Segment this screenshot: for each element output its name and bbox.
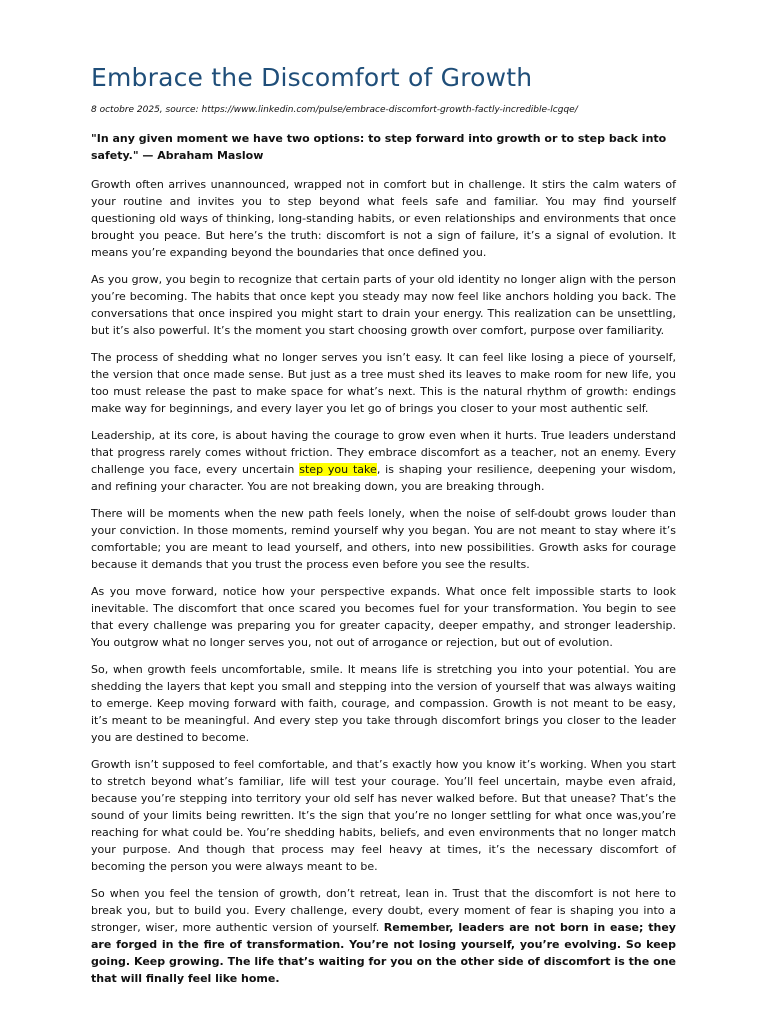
paragraph-2: As you grow, you begin to recognize that certain parts of your old identity no longer align with the person you’re becoming. The habits that once kept you steady may now feel like anchors holding you back. The conversations that once inspired you might start to drain your energy. This realization can be unsettling, but it’s also powerful. It’s the moment you start choosing growth over comfort, purpose over familiarity. (91, 273, 676, 337)
maslow-quote: "In any given moment we have two options: to step forward into growth or to step back into safety." — Abraham Maslow (91, 132, 667, 162)
paragraph-6: As you move forward, notice how your perspective expands. What once felt impossible starts to look inevitable. The discomfort that once scared you becomes fuel for your transformation. You begin to see that every challenge was preparing you for greater capacity, deeper empathy, and stronger leadership. You outgrow what no longer serves you, not out of arrogance or rejection, but out of evolution. (91, 585, 676, 649)
article-meta: 8 octobre 2025, source: https://www.linkedin.com/pulse/embrace-discomfort-growth-factly-incredible-lcgqe/ (91, 105, 578, 115)
paragraph-8: Growth isn’t supposed to feel comfortable, and that’s exactly how you know it’s working. When you start to stretch beyond what’s familiar, life will test your courage. You’ll feel uncertain, maybe even afraid, because you’re stepping into territory your old self has never walked before. But that unease? That’s the sound of your limits being rewritten. It’s the sign that you’re no longer settling for what once was,you’re reaching for what could be. You’re shedding habits, beliefs, and even environments that no longer match your purpose. And though that process may feel heavy at times, it’s the necessary discomfort of becoming the person you were always meant to be. (91, 758, 676, 873)
paragraph-9-text: So when you feel the tension of growth, don’t retreat, lean in. Trust that the discomfort is not here to break you, but to build you. Every challenge, every doubt, every moment of fear is shaping you into a stronger, wiser, more authentic version of yourself. (91, 887, 676, 934)
paragraph-4 (91, 427, 676, 495)
paragraph-1: Growth often arrives unannounced, wrapped not in comfort but in challenge. It stirs the calm waters of your routine and invites you to step beyond what feels safe and familiar. You may find yourself questioning old ways of thinking, long-standing habits, or even relationships and environments that once brought you peace. But here’s the truth: discomfort is not a sign of failure, it’s a signal of evolution. It means you’re expanding beyond the boundaries that once defined you. (91, 178, 676, 259)
paragraph-9 (91, 885, 676, 987)
paragraph-4-text-end: , is shaping your resilience, deepening your wisdom, and refining your character. You are not breaking down, you are breaking through. (91, 463, 677, 493)
paragraph-4-text-start: Leadership, at its core, is about having the courage to grow even when it hurts. True leaders understand that progress rarely comes without friction. They embrace discomfort as a teacher, not an enemy. Every challenge you face, every uncertain (91, 429, 676, 476)
paragraph-7: So, when growth feels uncomfortable, smile. It means life is stretching you into your potential. You are shedding the layers that kept you small and stepping into the version of yourself that was always waiting to emerge. Keep moving forward with faith, courage, and compassion. Growth is not meant to be easy, it’s meant to be meaningful. And every step you take through discomfort brings you closer to the leader you are destined to become. (91, 663, 676, 744)
article-title: Embrace the Discomfort of Growth (91, 63, 533, 92)
paragraph-9-bold-text: Remember, leaders are not born in ease; they are forged in the fire of transformation. You’re not losing yourself, you’re evolving. So keep going. Keep growing. The life that’s waiting for you on the other side of discomfort is the one that will finally feel like home. (91, 921, 676, 985)
paragraph-5: There will be moments when the new path feels lonely, when the noise of self-doubt grows louder than your conviction. In those moments, remind yourself why you began. You are not meant to stay where it’s comfortable; you are meant to lead yourself, and others, into new possibilities. Growth asks for courage because it demands that you trust the process even before you see the results. (91, 507, 676, 571)
paragraph-3: The process of shedding what no longer serves you isn’t easy. It can feel like losing a piece of yourself, the version that once made sense. But just as a tree must shed its leaves to make room for new life, you too must release the past to make space for what’s next. This is the natural rhythm of growth: endings make way for beginnings, and every layer you let go of brings you closer to your most authentic self. (91, 351, 676, 415)
highlighted-phrase: step you take (299, 463, 377, 476)
